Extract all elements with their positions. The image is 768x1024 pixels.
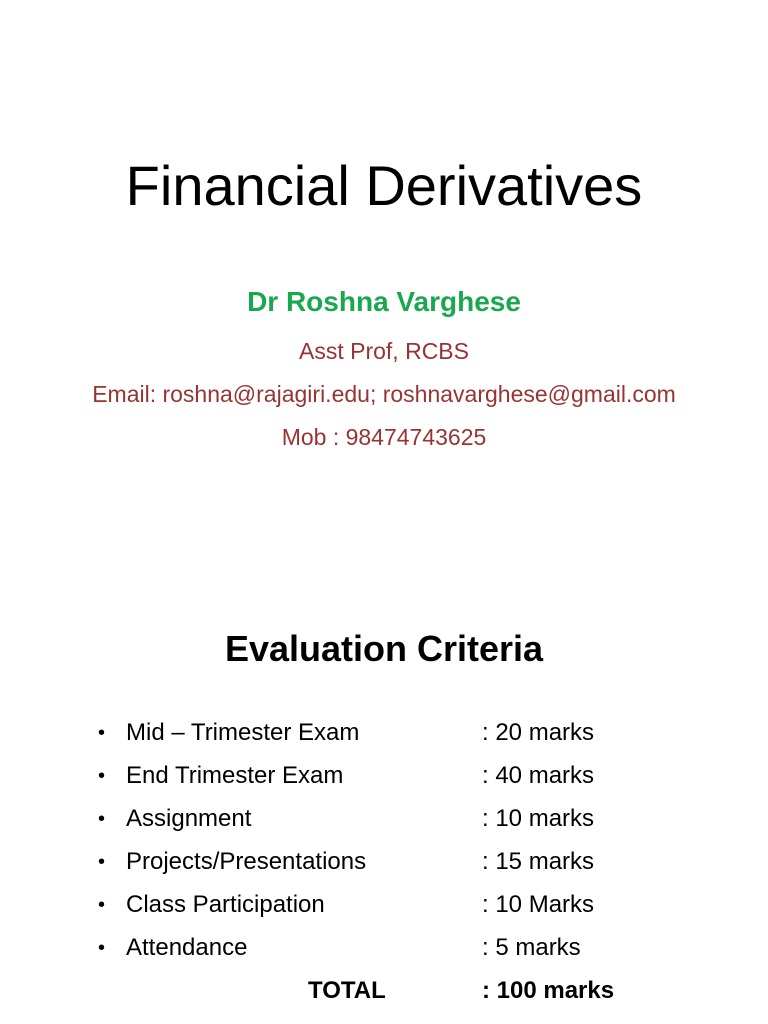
- criteria-label: Attendance: [126, 934, 248, 961]
- bullet-icon: •: [98, 851, 106, 873]
- bullet-icon: •: [98, 722, 106, 744]
- total-label: TOTAL: [308, 977, 386, 1004]
- criteria-item-end-trimester: [0, 757, 768, 800]
- evaluation-slide: [0, 512, 768, 1024]
- criteria-marks: : 15 marks: [482, 848, 595, 875]
- criteria-label: Mid – Trimester Exam: [126, 719, 360, 746]
- criteria-marks: : 10 Marks: [482, 891, 595, 918]
- bullet-icon: •: [98, 937, 106, 959]
- evaluation-title: Evaluation Criteria: [224, 628, 544, 669]
- presenter-email: Email: roshna@rajagiri.edu; roshnavarghese@gmail.com: [92, 381, 676, 407]
- slide-title: Financial Derivatives: [125, 154, 643, 217]
- bullet-icon: •: [98, 894, 106, 916]
- criteria-label: Class Participation: [126, 891, 325, 918]
- total-row: [0, 972, 768, 1012]
- criteria-marks: : 20 marks: [482, 719, 595, 746]
- total-marks: : 100 marks: [482, 977, 615, 1004]
- criteria-item-projects: [0, 843, 768, 886]
- criteria-marks: : 10 marks: [482, 805, 595, 832]
- bullet-icon: •: [98, 808, 106, 830]
- criteria-marks: : 5 marks: [482, 934, 581, 961]
- criteria-item-attendance: [0, 929, 768, 972]
- criteria-list: [0, 714, 768, 972]
- criteria-item-assignment: [0, 800, 768, 843]
- criteria-label: Projects/Presentations: [126, 848, 367, 875]
- presenter-mobile: Mob : 98474743625: [281, 424, 487, 450]
- presenter-position: Asst Prof, RCBS: [299, 338, 469, 364]
- criteria-item-class-participation: [0, 886, 768, 929]
- criteria-marks: : 40 marks: [482, 762, 595, 789]
- presenter-name: Dr Roshna Varghese: [247, 286, 521, 317]
- criteria-label: Assignment: [126, 805, 252, 832]
- criteria-label: End Trimester Exam: [126, 762, 344, 789]
- bullet-icon: •: [98, 765, 106, 787]
- criteria-item-mid-trimester: [0, 714, 768, 757]
